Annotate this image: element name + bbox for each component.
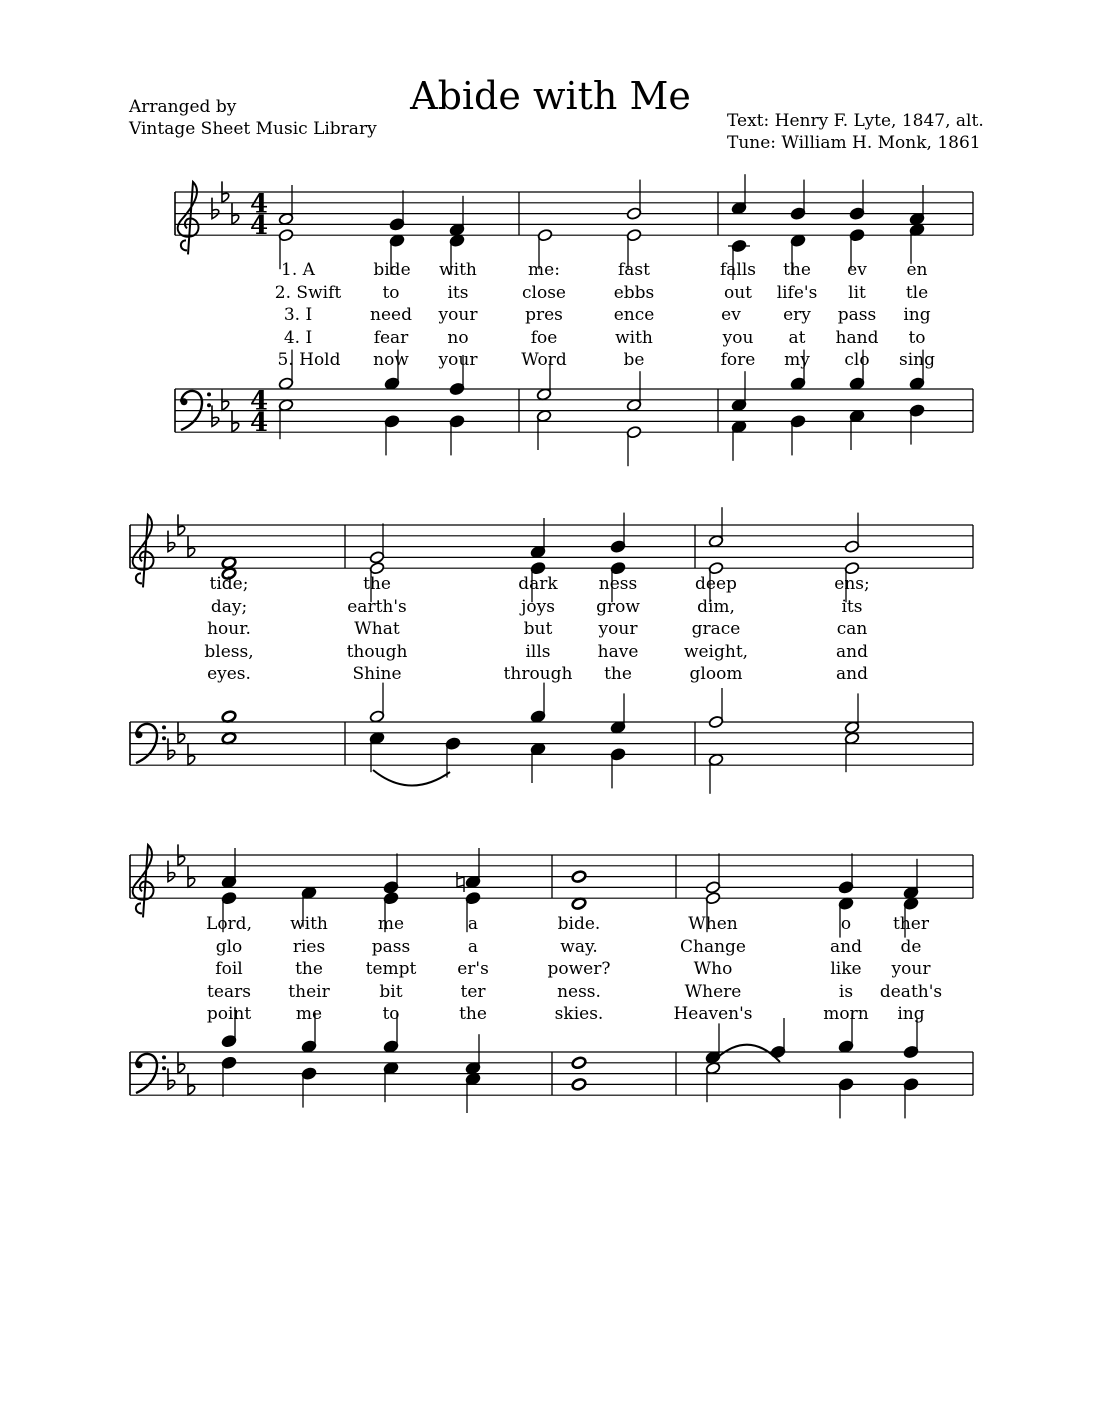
notehead — [221, 731, 237, 744]
lyric-syllable: and — [836, 641, 868, 662]
lyric-syllable: through — [503, 664, 573, 684]
lyric-syllable: dark — [518, 574, 558, 594]
lyric-syllable: death's — [879, 981, 943, 1002]
lyric-syllable: is — [838, 981, 854, 1002]
lyric-syllable: hour. — [207, 619, 251, 639]
lyric-syllable: a — [467, 936, 479, 957]
lyric-syllable: fear — [373, 327, 409, 348]
bass-clef-dot — [162, 736, 166, 740]
lyric-syllable: the — [295, 959, 323, 979]
lyric-syllable: falls — [719, 260, 757, 280]
lyric-syllable: with — [439, 260, 477, 280]
lyric-syllable: like — [830, 959, 862, 979]
lyric-syllable: Who — [693, 959, 733, 979]
lyric-syllable: o — [840, 914, 852, 934]
treble-clef — [133, 845, 154, 917]
lyric-syllable: deep — [695, 574, 737, 594]
lyric-syllable: ev — [847, 260, 867, 280]
lyric-syllable: bit — [379, 981, 403, 1002]
lyric-syllable: to — [908, 327, 926, 348]
lyric-syllable: with — [290, 914, 328, 934]
lyric-syllable: me: — [528, 260, 560, 280]
lyric-syllable: and — [836, 664, 868, 684]
notehead — [221, 710, 237, 723]
bass-clef-dot — [162, 725, 166, 729]
lyric-syllable: your — [438, 305, 478, 325]
lyric-syllable: sing — [899, 350, 935, 370]
lyric-syllable: your — [438, 350, 478, 370]
lyric-syllable: 2. Swift — [274, 282, 342, 303]
system-1 — [175, 174, 973, 466]
lyric-syllable: your — [891, 959, 931, 979]
lyric-syllable: ing — [903, 305, 931, 325]
lyric-syllable: tide; — [209, 574, 249, 594]
lyric-syllable: the — [363, 574, 391, 594]
lyric-syllable: foe — [530, 327, 558, 348]
lyric-syllable: my — [784, 350, 810, 370]
slur — [718, 1045, 780, 1062]
lyric-syllable: ence — [613, 305, 655, 325]
lyric-syllable: its — [841, 596, 863, 617]
lyric-syllable: no — [447, 327, 469, 348]
lyric-syllable: Word — [521, 350, 567, 370]
lyric-syllable: though — [346, 641, 408, 662]
page-title: Abide with Me — [410, 74, 691, 118]
lyric-syllable: gloom — [689, 664, 743, 684]
flat-sign — [212, 405, 219, 426]
time-signature-numerator: 4 — [249, 189, 269, 220]
flat-sign — [168, 531, 175, 552]
lyric-syllable: way. — [560, 936, 598, 957]
lyric-syllable: you — [722, 327, 754, 348]
lyric-syllable: What — [354, 619, 400, 639]
bass-clef-dot — [162, 1055, 166, 1059]
time-signature-numerator: 4 — [249, 386, 269, 417]
lyric-syllable: 3. I — [283, 305, 313, 325]
lyric-syllable: with — [615, 327, 653, 348]
lyric-syllable: ery — [783, 305, 811, 325]
lyric-syllable: dim, — [697, 596, 735, 617]
bass-clef-dot — [136, 1061, 143, 1068]
lyric-syllable: ther — [893, 914, 929, 934]
system-3 — [130, 844, 973, 1118]
lyric-syllable: er's — [457, 959, 489, 979]
bass-clef-dot — [162, 1066, 166, 1070]
lyric-syllable: ness. — [557, 981, 601, 1002]
lyric-syllable: 4. I — [283, 327, 313, 348]
lyric-syllable: hand — [835, 327, 879, 348]
lyric-syllable: its — [447, 282, 469, 303]
lyric-syllable: pres — [525, 305, 563, 325]
lyric-syllable: bless, — [204, 641, 254, 662]
lyric-syllable: lit — [848, 282, 866, 303]
lyric-syllable: ing — [897, 1004, 925, 1024]
lyric-syllable: skies. — [554, 1004, 604, 1024]
notehead — [571, 1078, 587, 1091]
lyric-syllable: tempt — [365, 959, 417, 979]
lyric-syllable: the — [459, 1004, 487, 1024]
flat-sign — [168, 738, 175, 759]
lyric-syllable: clo — [844, 350, 870, 370]
lyric-syllable: and — [830, 936, 862, 957]
lyric-syllable: pass — [371, 936, 411, 957]
lyric-syllable: ebbs — [613, 282, 655, 303]
lyric-syllable: have — [597, 641, 639, 662]
accidentals — [373, 770, 780, 1062]
lyric-syllable: day; — [210, 596, 248, 617]
flat-sign — [168, 1068, 175, 1089]
lyric-syllable: their — [288, 981, 330, 1002]
lyric-syllable: ills — [525, 641, 551, 662]
lyric-syllable: can — [836, 619, 868, 639]
lyric-syllable: grace — [691, 619, 741, 639]
lyric-syllable: fore — [720, 350, 756, 370]
lyric-syllable: to — [382, 1004, 400, 1024]
lyric-syllable: 1. A — [281, 260, 315, 280]
lyric-syllable: fast — [618, 260, 650, 280]
lyric-syllable: Heaven's — [673, 1004, 753, 1024]
bass-clef-dot — [207, 403, 211, 407]
lyric-syllable: point — [206, 1004, 252, 1024]
lyric-syllable: need — [370, 305, 412, 325]
lyric-syllable: Change — [680, 936, 746, 957]
lyric-syllable: 5. Hold — [277, 350, 341, 370]
lyric-syllable: your — [598, 619, 638, 639]
bass-clef-dot — [136, 731, 143, 738]
time-signature-denominator: 4 — [249, 211, 269, 242]
lyric-syllable: joys — [521, 596, 555, 617]
treble-clef — [178, 182, 199, 254]
lyric-syllable: pass — [837, 305, 877, 325]
lyric-syllable: be — [623, 350, 645, 370]
lyric-syllable: to — [382, 282, 400, 303]
flat-sign — [168, 861, 175, 882]
bass-clef-dot — [181, 398, 188, 405]
lyric-syllable: en — [906, 260, 928, 280]
lyric-syllable: but — [523, 619, 553, 639]
lyric-syllable: me — [295, 1004, 323, 1024]
lyric-syllable: weight, — [683, 641, 749, 662]
arranger-line-1: Arranged by — [129, 97, 237, 117]
lyric-syllable: morn — [823, 1004, 869, 1024]
notehead — [571, 1056, 587, 1069]
lyric-syllable: eyes. — [207, 664, 251, 684]
lyric-syllable: out — [723, 282, 753, 303]
lyric-syllable: power? — [547, 959, 611, 979]
lyric-syllable: Shine — [352, 664, 402, 684]
arranger-line-2: Vintage Sheet Music Library — [129, 119, 377, 139]
system-2 — [130, 507, 973, 794]
slur — [373, 770, 450, 786]
flat-sign — [212, 198, 219, 219]
lyric-syllable: ries — [292, 936, 326, 957]
bass-clef-dot — [207, 392, 211, 396]
lyric-syllable: life's — [776, 282, 818, 303]
lyric-syllable: ter — [460, 981, 486, 1002]
natural-sign — [457, 872, 464, 892]
lyric-syllable: a — [467, 914, 479, 934]
lyric-syllable: grow — [596, 596, 640, 617]
tune-credit: Tune: William H. Monk, 1861 — [727, 133, 981, 153]
lyric-syllable: ens; — [834, 574, 870, 594]
lyric-syllable: the — [604, 664, 632, 684]
lyric-syllable: Where — [684, 981, 742, 1002]
lyric-syllable: the — [783, 260, 811, 280]
lyric-syllable: foil — [215, 959, 243, 979]
lyric-syllable: tears — [207, 981, 251, 1002]
lyric-syllable: tle — [905, 282, 929, 303]
text-credit: Text: Henry F. Lyte, 1847, alt. — [727, 111, 984, 131]
lyric-syllable: bide — [373, 260, 411, 280]
notehead — [571, 870, 587, 883]
lyric-syllable: de — [900, 936, 922, 957]
lyric-syllable: When — [688, 914, 738, 934]
treble-clef — [133, 515, 154, 587]
lyric-syllable: ness — [598, 574, 638, 594]
lyric-syllable: at — [788, 327, 806, 348]
lyric-syllable: ev — [721, 305, 741, 325]
lyric-syllable: me — [377, 914, 405, 934]
notehead — [221, 567, 237, 580]
lyric-syllable: close — [522, 282, 566, 303]
lyric-syllable: Lord, — [206, 914, 252, 934]
notehead — [571, 897, 587, 910]
lyric-syllable: bide. — [557, 914, 601, 934]
lyric-syllable: earth's — [347, 596, 407, 617]
time-signature-denominator: 4 — [249, 408, 269, 439]
lyric-syllable: now — [373, 350, 409, 370]
lyric-syllable: glo — [215, 936, 243, 957]
